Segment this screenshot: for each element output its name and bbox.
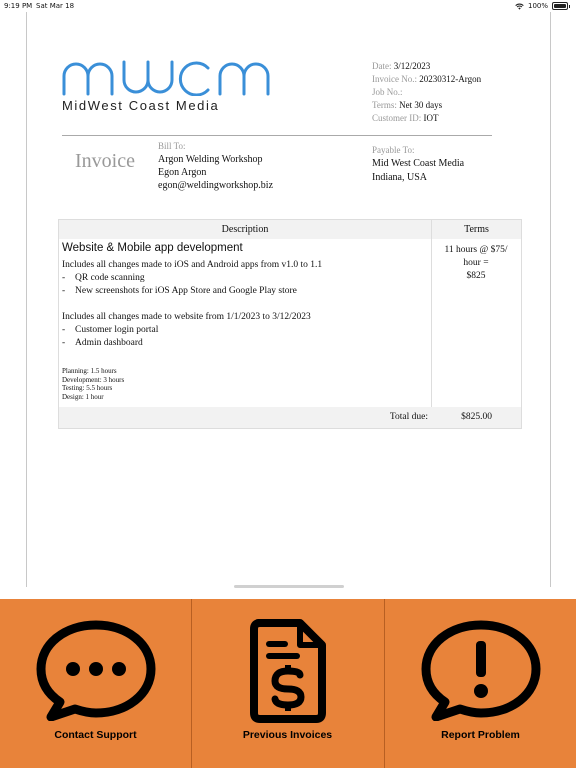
column-header-description: Description [59,220,432,239]
wifi-icon [515,3,524,10]
list-item: - Customer login portal [62,324,428,337]
section-intro: Includes all changes made to website from 1/1/2023 to 3/12/2023 [62,312,311,322]
spacer [62,298,428,311]
previous-invoices-button[interactable] [192,599,383,768]
payable-to [372,143,464,185]
hours-line: Design: 1 hour [62,392,104,401]
company-logo-text: MidWest Coast Media [62,98,220,113]
invoice-meta [372,60,481,125]
company-logo-mark [62,60,274,96]
bill-to-line: Egon Argon [158,167,207,178]
invoice-title: Invoice [75,150,135,172]
battery-icon [552,2,568,10]
invoice-table [58,219,522,429]
list-item: - QR code scanning [62,272,428,285]
line-item-terms [433,244,519,283]
list-item: - New screenshots for iOS App Store and Google Play store [62,285,428,298]
section-intro: Includes all changes made to iOS and Android apps from v1.0 to 1.1 [62,260,323,270]
contact-support-button[interactable] [0,599,191,768]
meta-customer-id: IOT [423,113,439,123]
total-value: $825.00 [461,412,492,422]
meta-date: 3/12/2023 [393,61,431,71]
column-divider [431,239,432,407]
line-item-description [62,242,428,401]
meta-invoice-no-label: Invoice No.: [372,74,417,84]
hours-line: Development: 3 hours [62,375,125,384]
status-date: Sat Mar 18 [36,2,75,10]
column-header-terms: Terms [432,220,521,239]
previous-invoices-label: Previous Invoices [242,729,333,741]
status-right [515,0,570,12]
meta-customer-id-label: Customer ID: [372,113,422,123]
header-divider [62,135,492,136]
status-time: 9:19 PM [4,2,33,10]
bill-to-line: Argon Welding Workshop [158,154,263,165]
terms-line: 11 hours @ $75/ [444,245,508,255]
sheet-edge-left [26,12,27,587]
chat-bubble-icon [35,619,157,721]
total-label: Total due: [389,412,428,422]
action-bar [0,599,576,768]
sheet-edge-right [550,12,551,587]
battery-nub [569,5,570,8]
total-row [59,407,521,428]
payable-to-line: Indiana, USA [372,172,427,183]
meta-job-no-label: Job No.: [372,87,403,97]
bill-to-label: Bill To: [158,141,186,151]
alert-bubble-icon [420,619,542,721]
status-bar [0,0,576,12]
meta-terms-label: Terms: [372,100,397,110]
sheet-grabber[interactable] [234,585,344,588]
list-item: - Admin dashboard [62,337,428,350]
hours-line: Testing: 5.5 hours [62,384,113,392]
bill-to [158,140,273,192]
bill-to-email: egon@weldingworkshop.biz [158,180,274,191]
terms-line: $825 [466,271,486,281]
invoice-dollar-icon [248,619,328,723]
terms-line: hour = [463,258,489,268]
hours-line: Planning: 1.5 hours [62,367,117,375]
battery-percent: 100% [527,2,548,10]
meta-invoice-no: 20230312-Argon [419,74,482,84]
hours-breakdown [62,367,428,401]
meta-date-label: Date: [372,61,392,71]
payable-to-label: Payable To: [372,145,415,155]
line-item-title: Website & Mobile app development [62,242,243,254]
report-problem-button[interactable] [385,599,576,768]
contact-support-label: Contact Support [54,729,137,741]
payable-to-line: Mid West Coast Media [372,158,465,169]
report-problem-label: Report Problem [441,729,520,741]
meta-terms: Net 30 days [399,100,443,110]
